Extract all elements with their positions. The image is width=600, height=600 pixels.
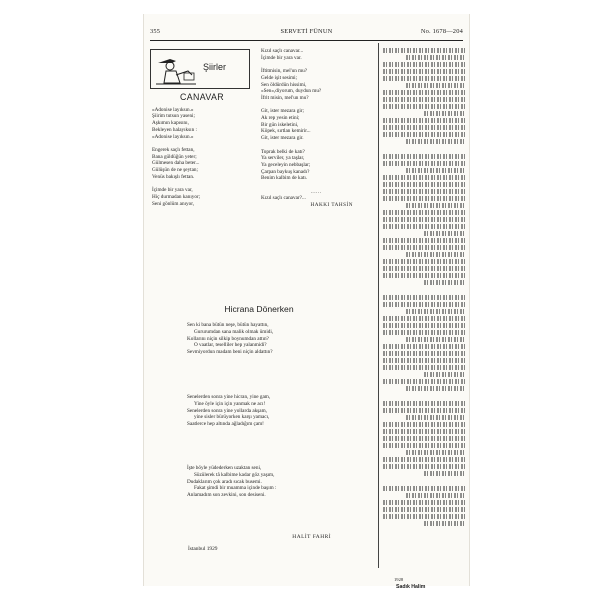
verse-line: Venüs bakışlı fettan. <box>152 173 195 180</box>
page-header <box>150 28 463 40</box>
verse-line: Benim kalbim de katı. <box>261 175 308 182</box>
verse-line: Saatlerce hep altında ağladığım çam! <box>187 421 264 428</box>
poem2-place-date: İstanbul 1929 <box>188 546 218 552</box>
column-divider <box>378 43 379 568</box>
verse-line: Anlamadım son zevkini, son desiseni. <box>187 492 266 499</box>
poem2-stanza-1 <box>184 322 334 356</box>
verse-line: Toprak belki de katı? <box>261 148 305 155</box>
verse-line: Kızıl saçlı canavar... <box>261 48 304 54</box>
page-number: 355 <box>150 28 161 35</box>
ottoman-column-signature: Sadık Halim <box>396 584 426 590</box>
verse-line: Sen öldürdün hissimi, <box>261 81 307 88</box>
verse-line: Ak rep yesin etini; <box>261 115 300 121</box>
verse-line: Git, ister mezara gir; <box>261 108 304 115</box>
verse-line: Seni gönlüm anıyor, <box>152 200 195 207</box>
verse-line: «Adonise layıksın.» <box>152 106 194 113</box>
verse-line: İfrit misin, mel'un mu? <box>261 94 309 101</box>
verse-line: Süzülerek tâ kalbime kadar göz yaşım, <box>194 471 275 478</box>
magazine-page <box>143 14 470 590</box>
verse-line: O vaatlar, teselliler hep yalanmidi? <box>194 342 267 349</box>
poem2-title: Hicrana Dönerken <box>224 304 294 314</box>
verse-line: Dudaklarım çok aradı sıcak busemi. <box>187 478 262 485</box>
verse-line: Sevmiyordun madam beni niçin aldattın? <box>187 349 273 356</box>
verse-line: Köpek, sırtlan kemirir... <box>261 128 311 135</box>
section-label: Şiirler <box>203 62 227 72</box>
ottoman-column-date: 1928 <box>394 577 404 582</box>
poem2-signature: HALİT FAHRİ <box>292 534 331 540</box>
verse-line: Bekleyen halayıksın : <box>152 126 197 133</box>
verse-line: İçimde bir yara var. <box>261 54 302 61</box>
verse-line: yine sisler bürüyorken karşı yamacı, <box>194 414 270 421</box>
verse-line: Kollarını niçin silkip boynumdan attın? <box>187 335 269 342</box>
verse-line: Senelerden sonra yine hicran, yine gam, <box>187 394 271 400</box>
verse-line: Gururumdan sana malik olmak ümidi, <box>194 328 274 335</box>
section-badge <box>150 49 250 89</box>
ottoman-text-column <box>383 48 465 528</box>
magazine-title: SERVETİ FÜNUN <box>280 28 333 35</box>
header-rule <box>150 40 463 41</box>
verse-line: Bana güldüğün yeter; <box>152 153 197 160</box>
verse-line: Şiirim tutsun yaseni; <box>152 113 195 120</box>
verse-line: Senelerden sonra yine yollarda akşam, <box>187 407 267 414</box>
poem1-signature: HAKKI TAHSİN <box>310 202 353 209</box>
verse-line: Engerek saçlı fettan, <box>152 146 195 153</box>
issue-number: No. 1678—204 <box>420 28 463 35</box>
verse-line: Git, ister mezara gir. <box>261 135 304 142</box>
verse-line: «Sen»,diyorum, duydun mu? <box>261 88 322 95</box>
poem2-stanza-3 <box>184 465 334 499</box>
verse-line: «Adonise layıksın.» <box>152 133 194 140</box>
verse-line: İçimde bir yara var, <box>152 187 193 194</box>
verse-line: Fakat şimdi bir muamma içinde başım : <box>194 485 277 492</box>
poem1-right-column <box>261 48 371 209</box>
verse-line: Kızıl saçlı canavar?... <box>261 195 306 202</box>
verse-line: Aşkımın kapısını, <box>152 120 189 127</box>
verse-line: Gülüşün de ne şeytan; <box>152 167 198 174</box>
poem1-left-column <box>152 94 252 207</box>
verse-dots: ...... <box>310 188 322 195</box>
verse-line: İşte böyle yüdederken uzaktan seni, <box>187 465 262 471</box>
poem2-stanza-2 <box>184 394 334 428</box>
verse-line: Hiç durmadan kanıyor; <box>152 193 201 200</box>
verse-line: Gülmesen daha beter... <box>152 160 200 167</box>
poet-illustration-icon <box>154 53 198 85</box>
poem1-title: CANAVAR <box>179 92 225 102</box>
verse-line: Çarpan baykuş kanadı? <box>261 168 310 175</box>
verse-line: Bir gün iskeletini, <box>261 121 299 128</box>
verse-line: Sen ki bana bütün neşe, bütün hayattın, <box>187 322 269 328</box>
verse-line: Ya geceleyin nebbaşlar; <box>261 161 311 168</box>
verse-line: Yine öyle için için yanmak ne acı! <box>194 400 266 407</box>
verse-line: Ya serviler, ya taşlar, <box>261 155 305 162</box>
verse-line: Gelde işit sesimi; <box>261 74 298 81</box>
verse-line: İftitmisin, mel'un mu? <box>261 68 308 75</box>
